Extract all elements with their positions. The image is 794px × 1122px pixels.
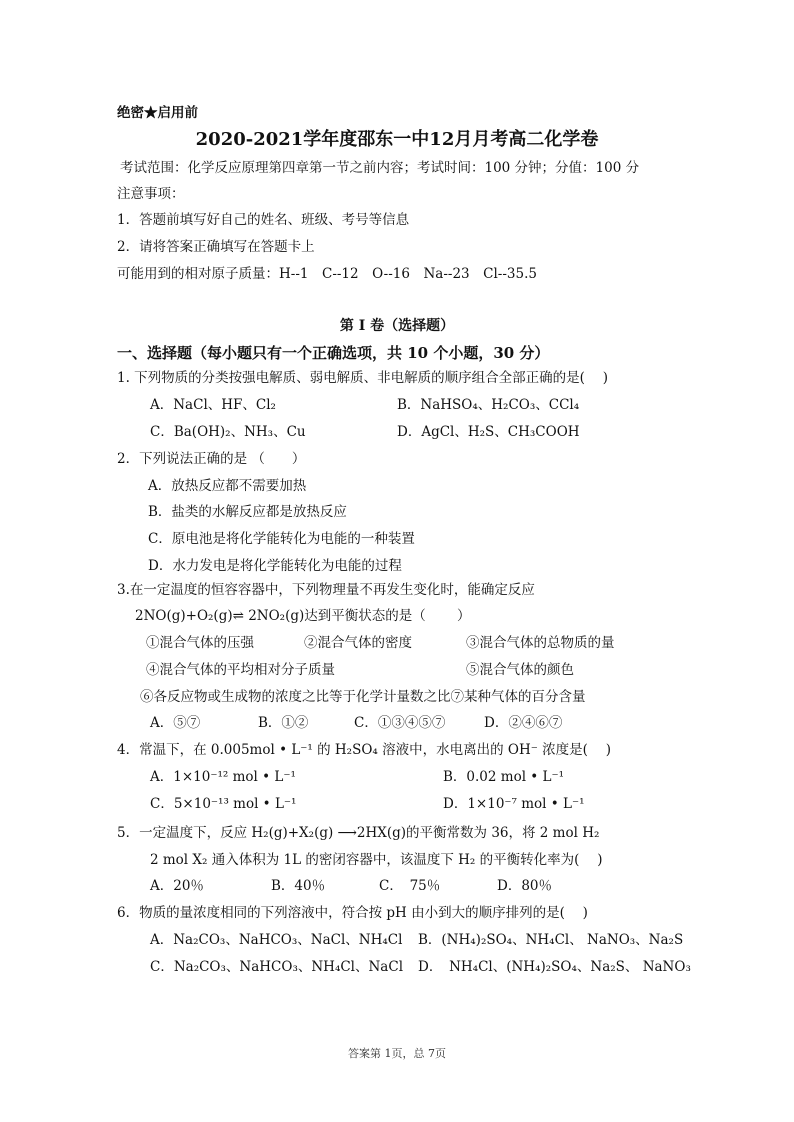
exam-scope: 考试范围：化学反应原理第四章第一节之前内容；考试时间：100 分钟；分值：100 分 [120,160,640,176]
question-1-option-d: D．AgCl、H₂S、CH₃COOH [397,424,580,440]
question-6-option-d: D． NH₄Cl、(NH₄)₂SO₄、Na₂S、 NaNO₃ [418,959,691,975]
question-1-option-b: B．NaHSO₄、H₂CO₃、CCl₄ [397,397,580,413]
question-1-stem: 1. 下列物质的分类按强电解质、弱电解质、非电解质的顺序组合全部正确的是( ) [117,370,608,386]
question-5-option-b: B．40％ [271,878,326,894]
question-2-option-a: A．放热反应都不需要加热 [148,478,307,494]
question-3-item-1: ①混合气体的压强 [146,635,254,651]
question-3-item-6-7: ⑥各反应物或生成物的浓度之比等于化学计量数之比⑦某种气体的百分含量 [140,689,586,705]
notice-item-2: 2．请将答案正确填写在答题卡上 [117,239,315,255]
notice-title: 注意事项： [117,186,185,202]
question-6-option-a: A．Na₂CO₃、NaHCO₃、NaCl、NH₄Cl [150,932,403,948]
notice-item-1: 1．答题前填写好自己的姓名、班级、考号等信息 [117,212,410,228]
part-title: 一、选择题（每小题只有一个正确选项，共 10 个小题，30 分） [117,344,550,362]
question-4-option-c: C．5×10⁻¹³ mol • L⁻¹ [150,796,297,812]
secret-label: 绝密★启用前 [117,105,198,121]
question-2-stem: 2．下列说法正确的是 （ ） [117,451,306,467]
question-3-stem: 3.在一定温度的恒容容器中，下列物理量不再发生变化时，能确定反应 [117,582,535,598]
question-6-stem: 6．物质的量浓度相同的下列溶液中，符合按 pH 由小到大的顺序排列的是( ) [117,905,588,921]
question-2-option-d: D．水力发电是将化学能转化为电能的过程 [148,558,402,574]
question-1-option-c: C．Ba(OH)₂、NH₃、Cu [150,424,306,440]
section-title: 第 I 卷（选择题） [339,318,455,334]
question-5-stem: 5．一定温度下，反应 H₂(g)+X₂(g) ⟶2HX(g)的平衡常数为 36，将 2 mol H₂ [117,825,600,841]
question-4-option-a: A．1×10⁻¹² mol • L⁻¹ [150,769,296,785]
question-3-option-c: C．①③④⑤⑦ [354,715,446,731]
page-title: 2020-2021学年度邵东一中12月月考高二化学卷 [195,129,599,150]
question-3-item-5: ⑤混合气体的颜色 [466,662,574,678]
question-5-option-d: D．80％ [497,878,553,894]
question-2-option-b: B．盐类的水解反应都是放热反应 [148,504,347,520]
question-5-stem-2: 2 mol X₂ 通入体积为 1L 的密闭容器中，该温度下 H₂ 的平衡转化率为( ) [150,852,603,868]
question-3-item-3: ③混合气体的总物质的量 [466,635,615,651]
question-3-item-2: ②混合气体的密度 [304,635,412,651]
question-3-option-a: A．⑤⑦ [150,715,201,731]
question-6-option-c: C．Na₂CO₃、NaHCO₃、NH₄Cl、NaCl [150,959,404,975]
question-3-option-d: D．②④⑥⑦ [484,715,563,731]
question-4-option-d: D．1×10⁻⁷ mol • L⁻¹ [443,796,585,812]
question-5-option-a: A．20％ [150,878,204,894]
question-4-option-b: B．0.02 mol • L⁻¹ [443,769,565,785]
page-footer: 答案第 1页，总 7页 [348,1047,446,1060]
atomic-mass-info: 可能用到的相对原子质量：H--1 C--12 O--16 Na--23 Cl--35.5 [117,266,537,282]
question-3-item-4: ④混合气体的平均相对分子质量 [146,662,335,678]
question-3-option-b: B．①② [258,715,309,731]
question-6-option-b: B．(NH₄)₂SO₄、NH₄Cl、 NaNO₃、Na₂S [418,932,684,948]
question-4-stem: 4．常温下，在 0.005mol • L⁻¹ 的 H₂SO₄ 溶液中，水电离出的 OH⁻ 浓度是( ) [117,742,611,758]
question-5-option-c: C． 75％ [379,878,441,894]
question-1-option-a: A．NaCl、HF、Cl₂ [150,397,276,413]
question-2-option-c: C．原电池是将化学能转化为电能的一种装置 [148,531,415,547]
question-3-equation: 2NO(g)+O₂(g)⇌ 2NO₂(g)达到平衡状态的是（ ） [135,608,471,624]
